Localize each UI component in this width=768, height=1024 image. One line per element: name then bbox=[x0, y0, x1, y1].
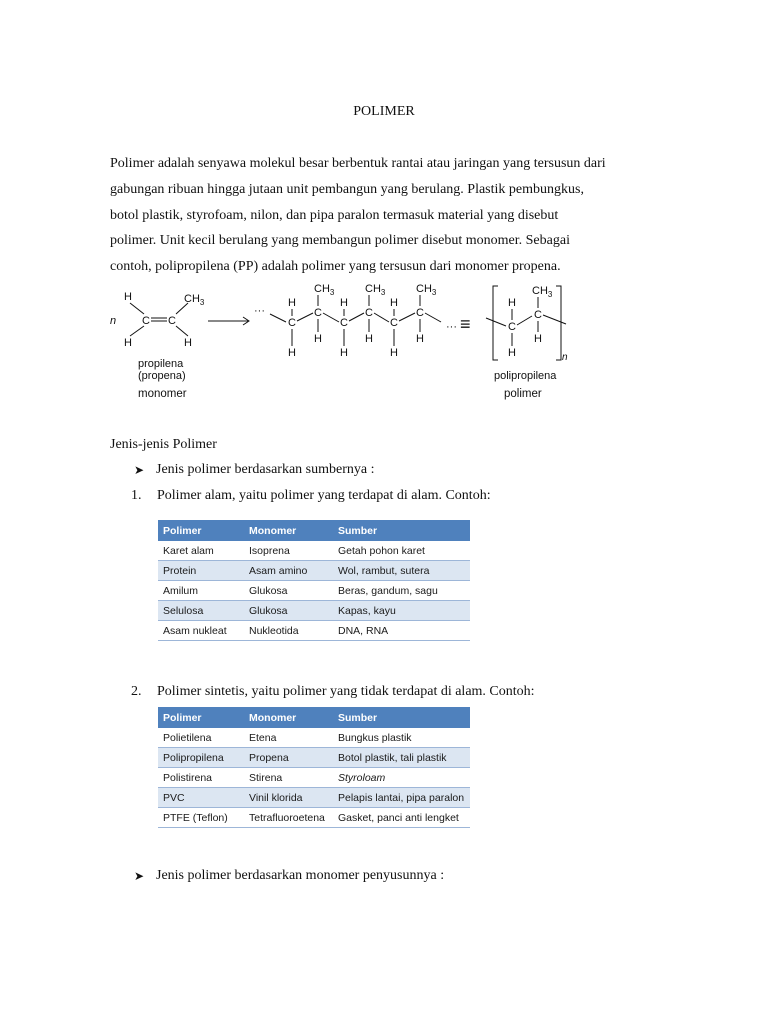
table-row bbox=[158, 788, 470, 808]
table-row bbox=[158, 541, 470, 561]
methyl-group: $CH_3$ bbox=[532, 285, 553, 299]
table-cell: PTFE (Teflon) bbox=[158, 808, 244, 828]
bond bbox=[349, 313, 364, 321]
monomer-coefficient: n bbox=[110, 315, 117, 327]
atom-c: C bbox=[168, 315, 176, 327]
atom-h: H bbox=[184, 337, 192, 349]
bond bbox=[486, 318, 506, 326]
atom-h: H bbox=[365, 333, 373, 345]
arrow-bullet-icon: ➤ bbox=[134, 869, 145, 883]
bracket-right bbox=[556, 286, 561, 360]
methyl-group: $CH_3$ bbox=[184, 293, 205, 307]
bullet-monomer bbox=[134, 868, 444, 884]
table-natural-polymers bbox=[158, 520, 470, 641]
atom-c: C bbox=[534, 309, 542, 321]
chain-dots-left: ··· bbox=[254, 305, 265, 317]
table-cell: Nukleotida bbox=[244, 621, 333, 641]
list-number: 2. bbox=[131, 684, 142, 699]
table-cell: Polipropilena bbox=[158, 748, 244, 768]
bond bbox=[425, 313, 441, 322]
bond bbox=[517, 316, 532, 325]
table-cell: Styroloam bbox=[333, 768, 470, 788]
methyl-group: $CH_3$ bbox=[365, 283, 386, 297]
bullet-source bbox=[134, 462, 375, 478]
bond bbox=[130, 326, 144, 336]
polymerization-figure bbox=[100, 280, 580, 405]
table-cell: Glukosa bbox=[244, 601, 333, 621]
column-header: Polimer bbox=[158, 707, 244, 728]
intro-line: gabungan ribuan hingga jutaan unit pembangun yang berulang. Plastik pembungkus, bbox=[110, 181, 584, 197]
intro-line: contoh, polipropilena (PP) adalah polimer yang tersusun dari monomer propena. bbox=[110, 259, 561, 275]
table-cell: Botol plastik, tali plastik bbox=[333, 748, 470, 768]
table-cell: Amilum bbox=[158, 581, 244, 601]
polymer-name: polipropilena bbox=[494, 370, 557, 382]
table-row bbox=[158, 601, 470, 621]
atom-c: C bbox=[288, 317, 296, 329]
table-cell: Beras, gandum, sagu bbox=[333, 581, 470, 601]
atom-c: C bbox=[142, 315, 150, 327]
equivalent-sign: ≡ bbox=[460, 314, 471, 334]
column-header: Monomer bbox=[244, 520, 333, 541]
table-cell: Gasket, panci anti lengket bbox=[333, 808, 470, 828]
chain-dots-right: ··· bbox=[446, 321, 457, 333]
table-cell: Selulosa bbox=[158, 601, 244, 621]
table-row bbox=[158, 748, 470, 768]
bond bbox=[323, 313, 339, 322]
table-cell: Pelapis lantai, pipa paralon bbox=[333, 788, 470, 808]
atom-h: H bbox=[288, 297, 296, 309]
atom-h: H bbox=[314, 333, 322, 345]
table-cell: Protein bbox=[158, 561, 244, 581]
table-header-row bbox=[158, 707, 470, 728]
table-cell: Getah pohon karet bbox=[333, 541, 470, 561]
table-row bbox=[158, 561, 470, 581]
bond bbox=[130, 303, 144, 314]
bond bbox=[374, 313, 389, 322]
atom-h: H bbox=[340, 347, 348, 359]
column-header: Monomer bbox=[244, 707, 333, 728]
table-cell: Isoprena bbox=[244, 541, 333, 561]
atom-c: C bbox=[365, 307, 373, 319]
table-row bbox=[158, 768, 470, 788]
page-title: POLIMER bbox=[353, 104, 415, 119]
list-item-synthetic bbox=[131, 684, 535, 700]
atom-c: C bbox=[390, 317, 398, 329]
list-text: Polimer alam, yaitu polimer yang terdapat di alam. Contoh: bbox=[157, 488, 491, 503]
bond bbox=[270, 314, 286, 322]
intro-paragraph bbox=[110, 151, 658, 280]
monomer-name: propilena bbox=[138, 358, 184, 370]
table-row bbox=[158, 808, 470, 828]
atom-h: H bbox=[534, 333, 542, 345]
list-text: Polimer sintetis, yaitu polimer yang tidak terdapat di alam. Contoh: bbox=[157, 684, 535, 699]
intro-line: polimer. Unit kecil berulang yang membangun polimer disebut monomer. Sebagai bbox=[110, 233, 570, 249]
table-cell: Asam amino bbox=[244, 561, 333, 581]
bond bbox=[543, 315, 566, 324]
table-cell: Karet alam bbox=[158, 541, 244, 561]
bullet-text: Jenis polimer berdasarkan monomer penyusunnya : bbox=[156, 868, 445, 883]
atom-c: C bbox=[416, 307, 424, 319]
table-row bbox=[158, 728, 470, 748]
column-header: Polimer bbox=[158, 520, 244, 541]
table-cell: Tetrafluoroetena bbox=[244, 808, 333, 828]
table-cell: Wol, rambut, sutera bbox=[333, 561, 470, 581]
atom-h: H bbox=[340, 297, 348, 309]
table-cell: PVC bbox=[158, 788, 244, 808]
column-header: Sumber bbox=[333, 707, 470, 728]
atom-h: H bbox=[124, 291, 132, 303]
bond bbox=[297, 313, 313, 321]
table-cell: Propena bbox=[244, 748, 333, 768]
polymerization-diagram bbox=[100, 280, 580, 405]
atom-c: C bbox=[508, 321, 516, 333]
bond bbox=[176, 326, 188, 336]
table-synthetic-polymers bbox=[158, 707, 470, 828]
bullet-text: Jenis polimer berdasarkan sumbernya : bbox=[156, 462, 375, 477]
list-item-natural bbox=[131, 488, 491, 504]
table-row bbox=[158, 621, 470, 641]
section-heading: Jenis-jenis Polimer bbox=[110, 437, 217, 452]
list-number: 1. bbox=[131, 488, 142, 503]
atom-h: H bbox=[124, 337, 132, 349]
atom-h: H bbox=[390, 347, 398, 359]
bond bbox=[176, 303, 188, 314]
methyl-group: $CH_3$ bbox=[416, 283, 437, 297]
table-cell: Kapas, kayu bbox=[333, 601, 470, 621]
atom-c: C bbox=[340, 317, 348, 329]
bond bbox=[399, 313, 415, 321]
arrow-bullet-icon: ➤ bbox=[134, 463, 145, 477]
monomer-alt-name: (propena) bbox=[138, 370, 186, 382]
atom-c: C bbox=[314, 307, 322, 319]
table-cell: Polietilena bbox=[158, 728, 244, 748]
intro-line: botol plastik, styrofoam, nilon, dan pipa paralon termasuk material yang disebut bbox=[110, 207, 559, 223]
table-cell: Asam nukleat bbox=[158, 621, 244, 641]
table-cell: DNA, RNA bbox=[333, 621, 470, 641]
table-cell: Polistirena bbox=[158, 768, 244, 788]
table-cell: Etena bbox=[244, 728, 333, 748]
table-cell: Vinil klorida bbox=[244, 788, 333, 808]
monomer-label: monomer bbox=[138, 388, 187, 400]
table-cell: Stirena bbox=[244, 768, 333, 788]
repeat-count: n bbox=[562, 352, 568, 363]
atom-h: H bbox=[416, 333, 424, 345]
column-header: Sumber bbox=[333, 520, 470, 541]
polymer-label: polimer bbox=[504, 388, 542, 400]
table-cell: Bungkus plastik bbox=[333, 728, 470, 748]
atom-h: H bbox=[390, 297, 398, 309]
table-cell: Glukosa bbox=[244, 581, 333, 601]
atom-h: H bbox=[288, 347, 296, 359]
atom-h: H bbox=[508, 347, 516, 359]
intro-line: Polimer adalah senyawa molekul besar berbentuk rantai atau jaringan yang tersusun dari bbox=[110, 156, 606, 171]
table-header-row bbox=[158, 520, 470, 541]
table-row bbox=[158, 581, 470, 601]
methyl-group: $CH_3$ bbox=[314, 283, 335, 297]
atom-h: H bbox=[508, 297, 516, 309]
